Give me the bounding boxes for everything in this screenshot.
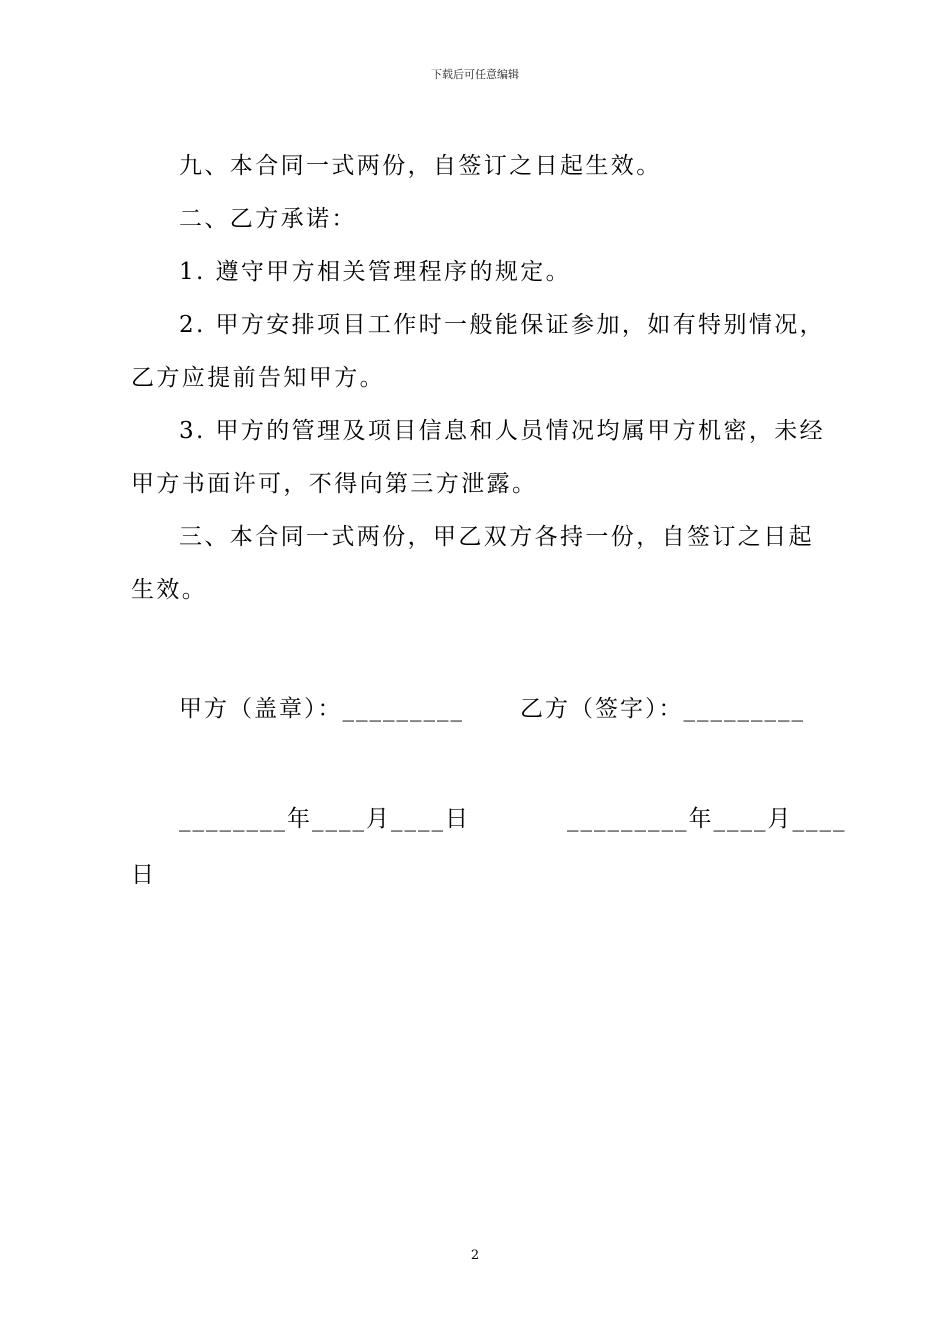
clause-nine: 九、本合同一式两份，自签订之日起生效。	[179, 153, 662, 179]
promise-item-2: 2. 甲方安排项目工作时一般能保证参加，如有特别情况，乙方应提前告知甲方。	[131, 312, 826, 391]
party-b-date-tail: 日	[131, 862, 154, 888]
party-b-date: _________年____月____	[567, 806, 847, 832]
promise-item-3: 3. 甲方的管理及项目信息和人员情况均属甲方机密，未经甲方书面许可，不得向第三方泄露。	[131, 418, 826, 497]
page-header: 下载后可任意编辑	[431, 68, 519, 81]
promise-item-1: 1. 遵守甲方相关管理程序的规定。	[179, 259, 572, 285]
section-three: 三、本合同一式两份，甲乙双方各持一份，自签订之日起生效。	[131, 524, 814, 603]
party-a-seal: 甲方（盖章）：_________	[179, 696, 464, 722]
contract-body	[131, 140, 839, 617]
party-a-date: ________年____月____日	[179, 806, 470, 832]
section-two-heading: 二、乙方承诺：	[179, 206, 357, 232]
page-number: 2	[470, 1248, 480, 1263]
party-b-signature: 乙方（签字）：_________	[520, 696, 805, 722]
